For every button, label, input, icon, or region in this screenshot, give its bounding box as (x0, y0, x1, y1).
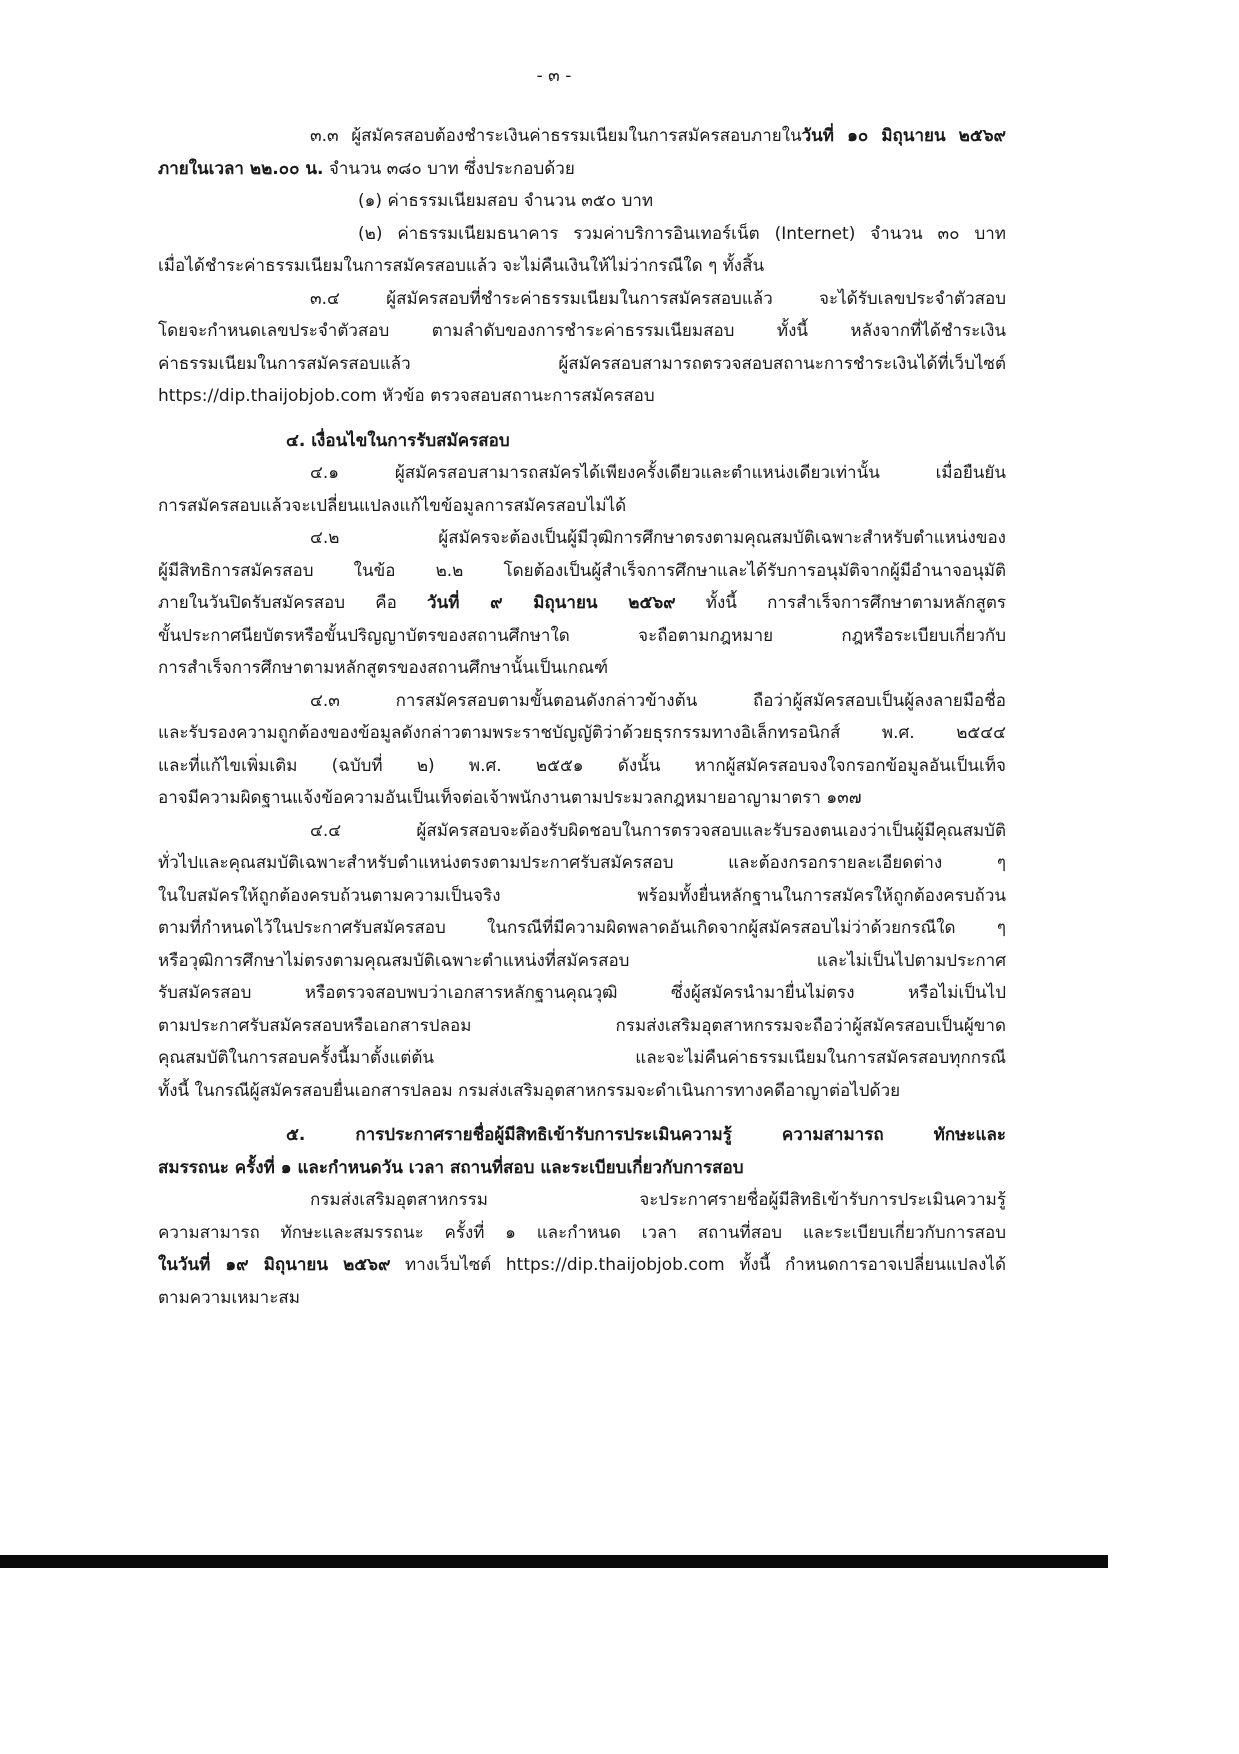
document-body (158, 120, 1006, 1314)
section-5-heading-line-2: สมรรถนะ ครั้งที่ ๑ และกำหนดวัน เวลา สถานที่สอบ และระเบียบเกี่ยวกับการสอบ (158, 1157, 744, 1178)
fee-item-2: (๒) ค่าธรรมเนียมธนาคาร รวมค่าบริการอินเทอร์เน็ต (Internet) จำนวน ๓๐ บาท (358, 223, 1006, 244)
paragraph-3-4-line-2: โดยจะกำหนดเลขประจำตัวสอบ ตามลำดับของการชำระค่าธรรมเนียมสอบ ทั้งนี้ หลังจากที่ได้ชำระเงิน (158, 321, 1006, 341)
paragraph-4-3-line-1: ๔.๓ การสมัครสอบตามขั้นตอนดังกล่าวข้างต้น ถือว่าผู้สมัครสอบเป็นผู้ลงลายมือชื่อ (310, 690, 1006, 711)
paragraph-4-4-line-7: ตามประกาศรับสมัครสอบหรือเอกสารปลอม กรมส่งเสริมอุตสาหกรรมจะถือว่าผู้สมัครสอบเป็นผู้ขาด (158, 1015, 1006, 1036)
paragraph-4-4-line-3: ในใบสมัครให้ถูกต้องครบถ้วนตามความเป็นจริง พร้อมทั้งยื่นหลักฐานในการสมัครให้ถูกต้องครบถ้วน (158, 885, 1006, 906)
page-number: - ๓ - (536, 66, 572, 86)
paragraph-3-4-line-1: ๓.๔ ผู้สมัครสอบที่ชำระค่าธรรมเนียมในการสมัครสอบแล้ว จะได้รับเลขประจำตัวสอบ (310, 288, 1006, 309)
paragraph-5-line-4: ตามความเหมาะสม (158, 1287, 300, 1308)
paragraph-5-line-2: ความสามารถ ทักษะและสมรรถนะ ครั้งที่ ๑ และกำหนด เวลา สถานที่สอบ และระเบียบเกี่ยวกับการสอบ (158, 1222, 1006, 1243)
section-5-heading-line-1: ๕. การประกาศรายชื่อผู้มีสิทธิเข้ารับการประเมินความรู้ ความสามารถ ทักษะและ (286, 1125, 1006, 1145)
paragraph-4-2-line-2: ผู้มีสิทธิการสมัครสอบ ในข้อ ๒.๒ โดยต้องเป็นผู้สำเร็จการศึกษาและได้รับการอนุมัติจากผู้มีอำนาจอนุมัติ (158, 560, 1006, 581)
paragraph-3-3-line-2: ภายในเวลา ๒๒.๐๐ น. จำนวน ๓๘๐ บาท ซึ่งประกอบด้วย (158, 158, 575, 179)
scan-bottom-edge (0, 1555, 1108, 1568)
paragraph-3-3-line-5: เมื่อได้ชำระค่าธรรมเนียมในการสมัครสอบแล้ว จะไม่คืนเงินให้ไม่ว่ากรณีใด ๆ ทั้งสิ้น (158, 256, 765, 276)
paragraph-5-line-1: กรมส่งเสริมอุตสาหกรรม จะประกาศรายชื่อผู้มีสิทธิเข้ารับการประเมินความรู้ (310, 1190, 1006, 1210)
paragraph-4-4-line-2: ทั่วไปและคุณสมบัติเฉพาะสำหรับตำแหน่งตรงตามประกาศรับสมัครสอบ และต้องกรอกรายละเอียดต่าง ๆ (158, 853, 1006, 873)
fee-item-1: (๑) ค่าธรรมเนียมสอบ จำนวน ๓๕๐ บาท (358, 191, 654, 211)
paragraph-5-line-3: ในวันที่ ๑๙ มิถุนายน ๒๕๖๙ ทางเว็บไซต์ https://dip.thaijobjob.com ทั้งนี้ กำหนดการอาจเปลี่ยนแปลงได้ (158, 1255, 1006, 1275)
paragraph-4-4-line-8: คุณสมบัติในการสอบครั้งนี้มาตั้งแต่ต้น และจะไม่คืนค่าธรรมเนียมในการสมัครสอบทุกกรณี (158, 1048, 1006, 1068)
paragraph-4-4-line-6: รับสมัครสอบ หรือตรวจสอบพบว่าเอกสารหลักฐานคุณวุฒิ ซึ่งผู้สมัครนำมายื่นไม่ตรง หรือไม่เป็นไป (158, 983, 1006, 1003)
paragraph-4-4-line-5: หรือวุฒิการศึกษาไม่ตรงตามคุณสมบัติเฉพาะตำแหน่งที่สมัครสอบ และไม่เป็นไปตามประกาศ (158, 950, 1006, 971)
paragraph-4-3-line-2: และรับรองความถูกต้องของข้อมูลดังกล่าวตามพระราชบัญญัติว่าด้วยธุรกรรมทางอิเล็กทรอนิกส์ พ.ศ. ๒๕๔๔ (158, 723, 1006, 743)
paragraph-3-4-line-4: https://dip.thaijobjob.com หัวข้อ ตรวจสอบสถานะการสมัครสอบ (158, 386, 655, 406)
paragraph-4-2-line-3: ภายในวันปิดรับสมัครสอบ คือ วันที่ ๙ มิถุนายน ๒๕๖๙ ทั้งนี้ การสำเร็จการศึกษาตามหลักสูตร (158, 593, 1006, 613)
paragraph-4-3-line-4: อาจมีความผิดฐานแจ้งข้อความอันเป็นเท็จต่อเจ้าพนักงานตามประมวลกฎหมายอาญามาตรา ๑๓๗ (158, 788, 862, 808)
deadline-date: วันที่ ๑๐ มิถุนายน ๒๕๖๙ (801, 126, 1006, 146)
paragraph-4-2-line-5: การสำเร็จการศึกษาตามหลักสูตรของสถานศึกษานั้นเป็นเกณฑ์ (158, 658, 609, 678)
announcement-date: ในวันที่ ๑๙ มิถุนายน ๒๕๖๙ (158, 1255, 391, 1275)
paragraph-4-3-line-3: และที่แก้ไขเพิ่มเติม (ฉบับที่ ๒) พ.ศ. ๒๕๕๑ ดังนั้น หากผู้สมัครสอบจงใจกรอกข้อมูลอันเป็นเท็จ (158, 755, 1006, 776)
section-4-heading: ๔. เงื่อนไขในการรับสมัครสอบ (286, 430, 510, 451)
paragraph-3-3-line-1: ๓.๓ ผู้สมัครสอบต้องชำระเงินค่าธรรมเนียมในการสมัครสอบภายในวันที่ ๑๐ มิถุนายน ๒๕๖๙ (310, 126, 1006, 146)
paragraph-4-4-line-4: ตามที่กำหนดไว้ในประกาศรับสมัครสอบ ในกรณีที่มีความผิดพลาดอันเกิดจากผู้สมัครสอบไม่ว่าด้วยกรณีใด ๆ (158, 918, 1006, 938)
paragraph-4-2-line-1: ๔.๒ ผู้สมัครจะต้องเป็นผู้มีวุฒิการศึกษาตรงตามคุณสมบัติเฉพาะสำหรับตำแหน่งของ (310, 528, 1006, 548)
paragraph-4-4-line-1: ๔.๔ ผู้สมัครสอบจะต้องรับผิดชอบในการตรวจสอบและรับรองตนเองว่าเป็นผู้มีคุณสมบัติ (310, 820, 1006, 841)
deadline-time: ภายในเวลา ๒๒.๐๐ น. (158, 158, 324, 179)
paragraph-3-4-line-3: ค่าธรรมเนียมในการสมัครสอบแล้ว ผู้สมัครสอบสามารถตรวจสอบสถานะการชำระเงินได้ที่เว็บไซต์ (158, 353, 1006, 374)
paragraph-4-4-line-9: ทั้งนี้ ในกรณีผู้สมัครสอบยื่นเอกสารปลอม กรมส่งเสริมอุตสาหกรรมจะดำเนินการทางคดีอาญาต่อไปด้วย (158, 1080, 901, 1101)
paragraph-4-1-line-2: การสมัครสอบแล้วจะเปลี่ยนแปลงแก้ไขข้อมูลการสมัครสอบไม่ได้ (158, 495, 627, 516)
paragraph-4-2-line-4: ขั้นประกาศนียบัตรหรือขั้นปริญญาบัตรของสถานศึกษาใด จะถือตามกฎหมาย กฎหรือระเบียบเกี่ยวกับ (158, 625, 1006, 646)
paragraph-4-1-line-1: ๔.๑ ผู้สมัครสอบสามารถสมัครได้เพียงครั้งเดียวและตำแหน่งเดียวเท่านั้น เมื่อยืนยัน (310, 463, 1006, 483)
closing-date: วันที่ ๙ มิถุนายน ๒๕๖๙ (427, 593, 676, 613)
